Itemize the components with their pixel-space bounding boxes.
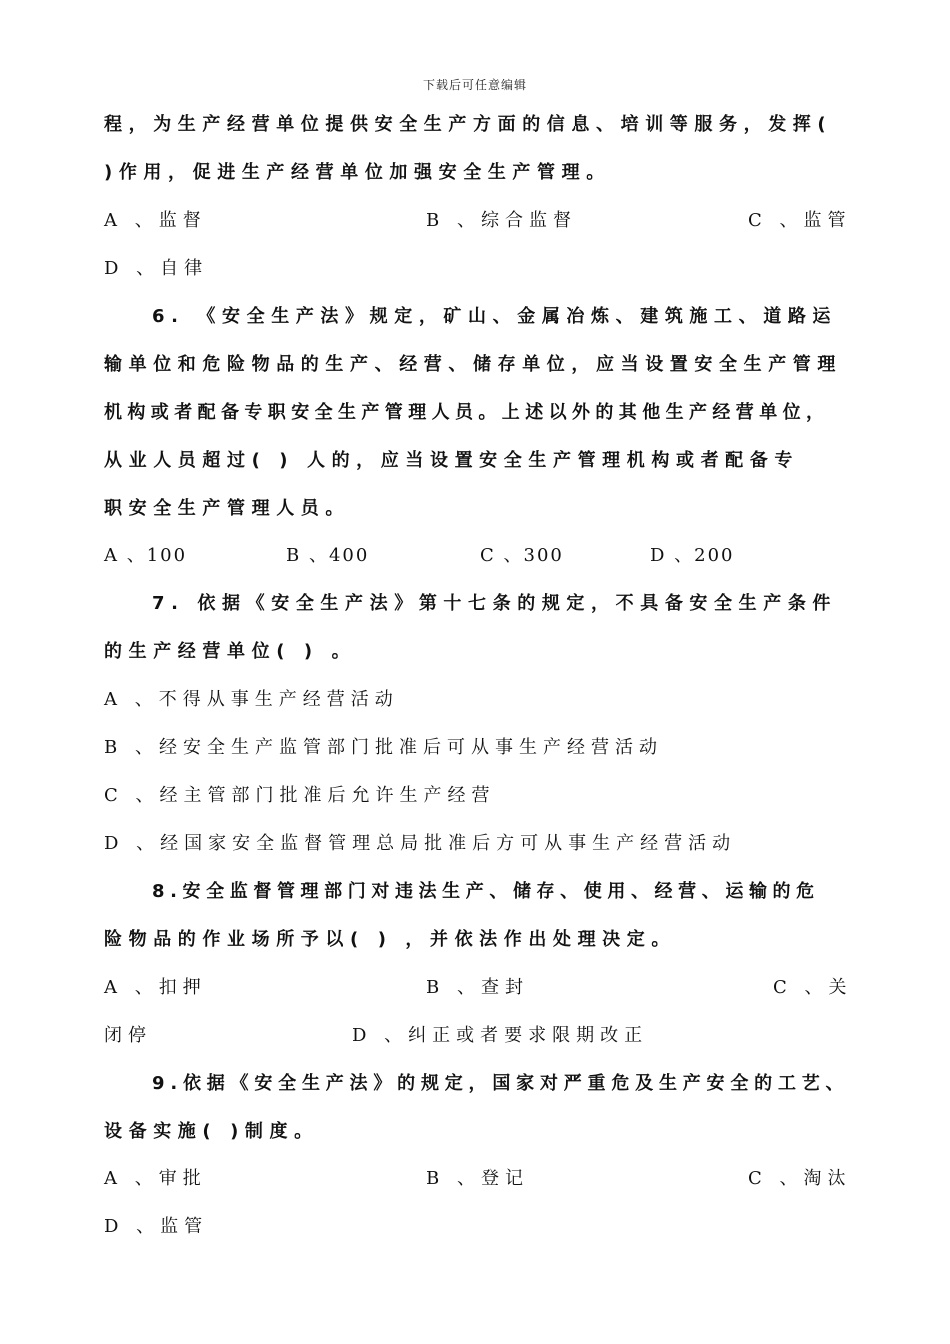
question-5-option-d: D 、自律 — [104, 258, 209, 279]
question-6-line-5: 职安全生产管理人员。 — [104, 498, 350, 519]
question-6-option-b: B 、400 — [286, 545, 370, 566]
question-6-line-1: 6. 《安全生产法》规定，矿山、金属冶炼、建筑施工、道路运 — [152, 306, 838, 327]
question-9-option-d: D 、监管 — [104, 1216, 209, 1237]
question-7-line-2: 的生产经营单位( ) 。 — [104, 641, 357, 662]
page-header: 下载后可任意编辑 — [422, 78, 527, 92]
question-5-option-c: C 、监管 — [748, 210, 852, 231]
question-5-option-b: B 、综合监督 — [426, 210, 577, 231]
question-8-option-a: A 、扣押 — [104, 977, 207, 998]
question-8-option-b: B 、查封 — [426, 977, 529, 998]
question-6-option-d: D 、200 — [650, 545, 735, 566]
question-5-option-a: A 、监督 — [104, 210, 207, 231]
question-7-option-a: A 、不得从事生产经营活动 — [104, 689, 399, 710]
question-6-line-4: 从业人员超过( ) 人的，应当设置安全生产管理机构或者配备专 — [104, 450, 799, 471]
question-9-option-a: A 、审批 — [104, 1168, 207, 1189]
question-9-line-1: 9.依据《安全生产法》的规定，国家对严重危及生产安全的工艺、 — [152, 1073, 850, 1094]
question-9-option-c: C 、淘汰 — [748, 1168, 852, 1189]
question-8-option-d: D 、纠正或者要求限期改正 — [352, 1025, 649, 1046]
question-6-option-c: C 、300 — [480, 545, 564, 566]
question-7-option-b: B 、经安全生产监管部门批准后可从事生产经营活动 — [104, 737, 663, 758]
question-6-line-2: 输单位和危险物品的生产、经营、储存单位，应当设置安全生产管理 — [104, 354, 842, 375]
question-5-line-1: 程，为生产经营单位提供安全生产方面的信息、培训等服务，发挥( — [104, 114, 833, 135]
question-8-option-c-continued: 闭停 — [104, 1025, 152, 1046]
question-8-line-2: 险物品的作业场所予以( ) ，并依法作出处理决定。 — [104, 929, 676, 950]
question-8-option-c: C 、关 — [773, 977, 853, 998]
question-9-option-b: B 、登记 — [426, 1168, 529, 1189]
question-7-option-d: D 、经国家安全监督管理总局批准后方可从事生产经营活动 — [104, 833, 737, 854]
question-6-option-a: A 、100 — [104, 545, 188, 566]
question-7-line-1: 7. 依据《安全生产法》第十七条的规定，不具备安全生产条件 — [152, 593, 838, 614]
question-6-line-3: 机构或者配备专职安全生产管理人员。上述以外的其他生产经营单位， — [104, 402, 830, 423]
question-5-line-2: )作用，促进生产经营单位加强安全生产管理。 — [104, 162, 611, 183]
question-8-line-1: 8.安全监督管理部门对违法生产、储存、使用、经营、运输的危 — [152, 881, 820, 902]
question-7-option-c: C 、经主管部门批准后允许生产经营 — [104, 785, 496, 806]
question-9-line-2: 设备实施( )制度。 — [104, 1121, 319, 1142]
